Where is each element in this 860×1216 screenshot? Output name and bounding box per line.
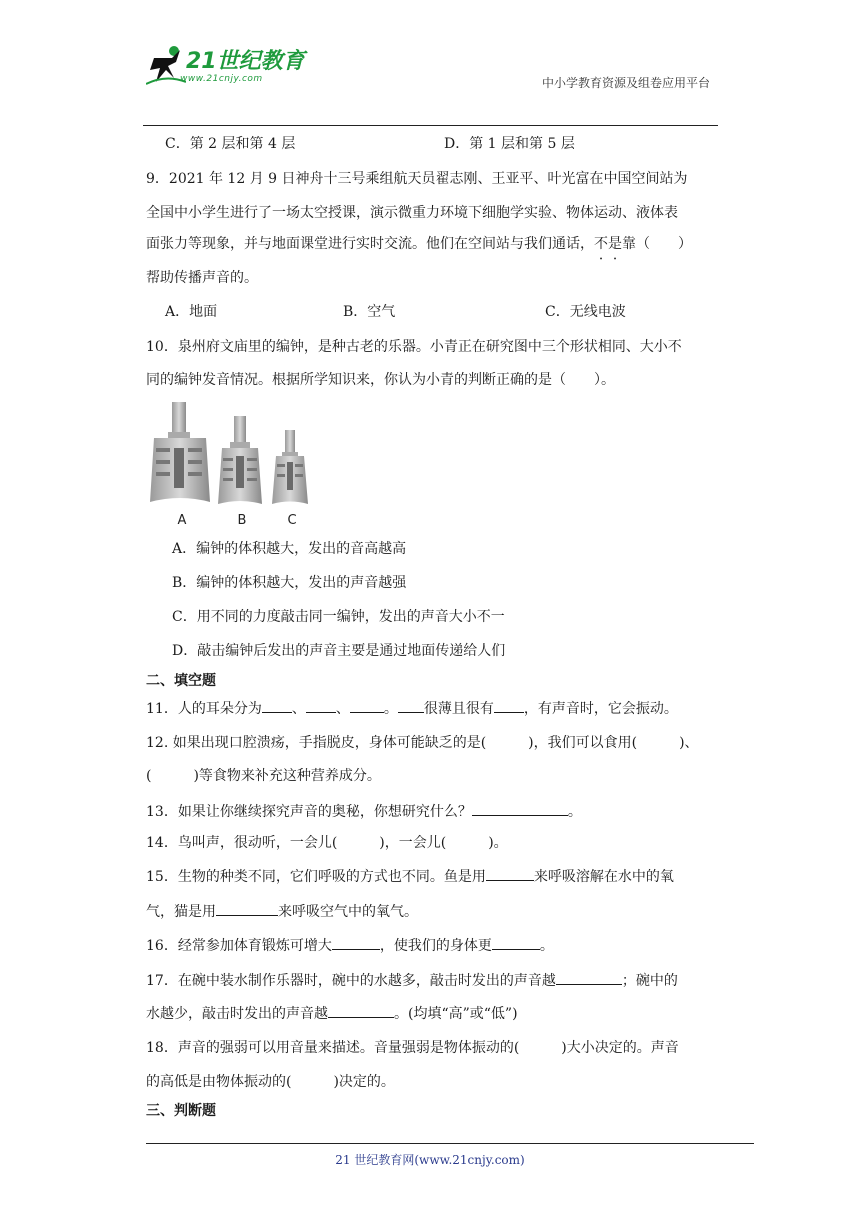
- q18-line1: 18．声音的强弱可以用音量来描述。音量强弱是物体振动的( )大小决定的。声音: [146, 1040, 679, 1056]
- q9-line2: 全国中小学生进行了一场太空授课，演示微重力环境下细胞学实验、物体运动、液体表: [146, 205, 678, 221]
- q10-option-a: A．编钟的体积越大，发出的音高越高: [172, 541, 407, 557]
- section-heading-judgment: 三、判断题: [146, 1103, 216, 1119]
- q11: 11．人的耳朵分为 、 、 。 很薄且很有 ，有声音时，它会振动。: [146, 698, 678, 719]
- logo-url: www.21cnjy.com: [180, 74, 263, 84]
- emphasis-dot-1: 不: [594, 236, 608, 252]
- option-q8-c: C．第 2 层和第 4 层: [165, 136, 296, 152]
- q12-line1: 12. 如果出现口腔溃疡，手指脱皮，身体可能缺乏的是( )，我们可以食用( )、: [146, 735, 699, 751]
- q9-option-c: C．无线电波: [545, 304, 626, 320]
- emphasis-dot-2: 是: [608, 236, 622, 252]
- q15-line2: 气，猫是用 来呼吸空气中的氧气。: [146, 901, 418, 922]
- bells-figure: [150, 400, 310, 530]
- header-divider: [143, 125, 718, 126]
- bell-label-b: B: [237, 513, 247, 528]
- q16: 16．经常参加体育锻炼可增大 ，使我们的身体更 。: [146, 935, 554, 956]
- q10-option-d: D．敲击编钟后发出的声音主要是通过地面传递给人们: [172, 643, 506, 659]
- q17-line1: 17．在碗中装水制作乐器时，碗中的水越多，敲击时发出的声音越 ；碗中的: [146, 970, 678, 991]
- q17-line2: 水越少，敲击时发出的声音越 。(均填“高”或“低”): [146, 1003, 518, 1024]
- logo-text: 21世纪教育: [186, 49, 305, 74]
- q10-option-b: B．编钟的体积越大，发出的声音越强: [172, 575, 407, 591]
- footer-divider: [146, 1143, 754, 1144]
- q15-line1: 15．生物的种类不同，它们呼吸的方式也不同。鱼是用 来呼吸溶解在水中的氧: [146, 866, 674, 887]
- q10-option-c: C．用不同的力度敲击同一编钟，发出的声音大小不一: [172, 609, 505, 625]
- site-logo: [146, 44, 316, 94]
- q9-line4: 帮助传播声音的。: [146, 270, 258, 286]
- q9-option-a: A．地面: [165, 304, 218, 320]
- q12-line2: ( )等食物来补充这种营养成分。: [146, 768, 381, 784]
- bell-a: [150, 402, 210, 502]
- section-heading-fill-blank: 二、填空题: [146, 673, 216, 689]
- platform-name: 中小学教育资源及组卷应用平台: [541, 76, 710, 90]
- bell-c: [272, 430, 308, 504]
- q9-line3: 面张力等现象，并与地面课堂进行实时交流。他们在空间站与我们通话，不是靠（ ）: [146, 236, 692, 252]
- q9-line1: 9．2021 年 12 月 9 日神舟十三号乘组航天员翟志刚、王亚平、叶光富在中国空间站为: [146, 171, 688, 187]
- q13: 13．如果让你继续探究声音的奥秘，你想研究什么？ 。: [146, 801, 582, 822]
- bell-label-c: C: [287, 513, 297, 528]
- footer-link[interactable]: 21 世纪教育网(www.21cnjy.com): [335, 1153, 525, 1167]
- q9-option-b: B．空气: [343, 304, 396, 320]
- q10-line2: 同的编钟发音情况。根据所学知识来，你认为小青的判断正确的是（ ）。: [146, 372, 615, 388]
- bell-b: [218, 416, 262, 504]
- q10-line1: 10．泉州府文庙里的编钟，是种古老的乐器。小青正在研究图中三个形状相同、大小不: [146, 339, 682, 355]
- bell-label-a: A: [177, 513, 187, 528]
- q14: 14．鸟叫声，很动听，一会儿( )，一会儿( )。: [146, 835, 508, 851]
- q18-line2: 的高低是由物体振动的( )决定的。: [146, 1074, 395, 1090]
- option-q8-d: D．第 1 层和第 5 层: [444, 136, 575, 152]
